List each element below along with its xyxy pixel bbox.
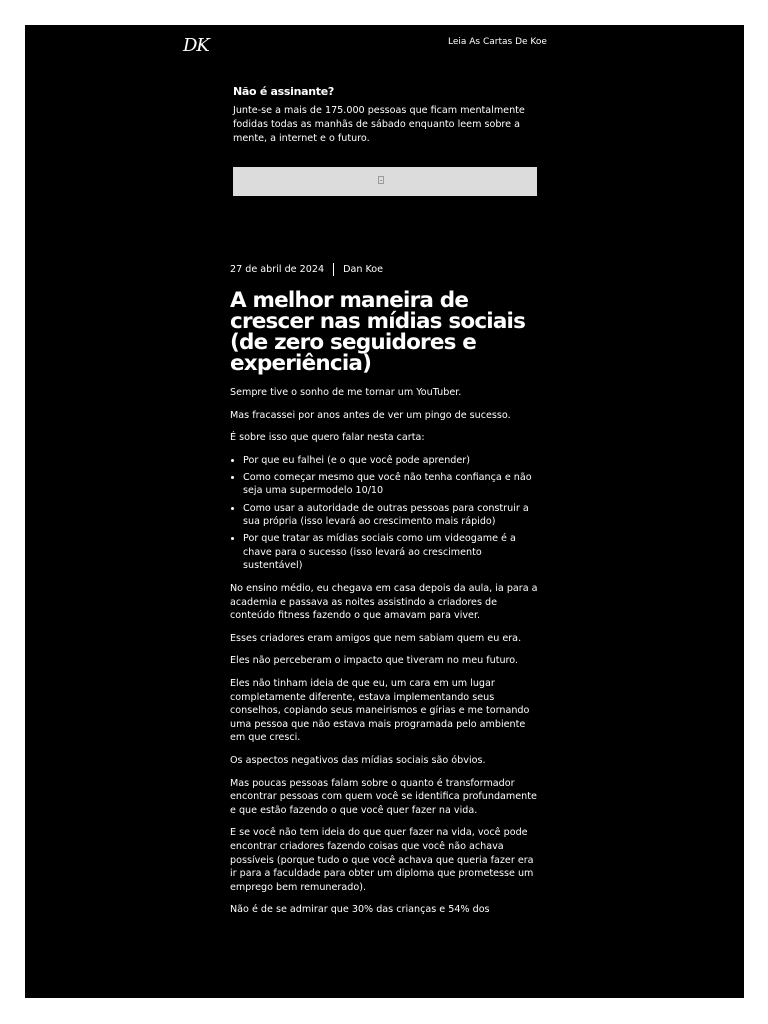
paragraph: E se você não tem ideia do que quer fazer na vida, você pode encontrar criadores fazendo coisas que você não achava possíveis (porque tudo o que você achava que queria fazer era ir para a faculdade para obter um diploma que prometesse um emprego bem remunerado).: [230, 827, 534, 893]
paragraph: Sempre tive o sonho de me tornar um YouTuber.: [230, 387, 462, 398]
subscribe-form[interactable]: [233, 167, 537, 196]
paragraph: Não é de se admirar que 30% das crianças e 54% dos: [230, 904, 490, 916]
paragraph: No ensino médio, eu chegava em casa depois da aula, ia para a academia e passava as noites assistindo a criadores de conteúdo fitness fazendo o que amavam para viver.: [230, 583, 538, 622]
logo[interactable]: DK: [183, 35, 209, 56]
meta-divider: [333, 263, 334, 276]
paragraph: Mas poucas pessoas falam sobre o quanto é transformador encontrar pessoas com quem você se identifica profundamente e que estão fazendo o que você quer fazer na vida.: [230, 777, 537, 816]
list-item: • Por que tratar as mídias sociais como um videogame é a chave para o sucesso (isso levará ao crescimento sustentável): [243, 532, 542, 573]
paragraph: Eles não perceberam o impacto que tiveram no meu futuro.: [230, 655, 519, 667]
list-item: • Como começar mesmo que você não tenha confiança e não seja uma supermodelo 10/10: [243, 471, 542, 498]
paragraph: Esses criadores eram amigos que nem sabiam quem eu era.: [230, 632, 522, 644]
article: [230, 263, 542, 926]
page: [25, 25, 744, 998]
list-item: • Como usar a autoridade de outras pessoas para construir a sua própria (isso levará ao crescimento mais rápido): [243, 502, 542, 529]
paragraph: É sobre isso que quero falar nesta carta:: [230, 432, 425, 444]
subscribe-promo: [233, 85, 537, 146]
paragraph: Eles não tinham ideia de que eu, um cara em um lugar completamente diferente, estava implementando seus conselhos, copiando seus maneirismos e gírias e me tornando uma pessoa que não estava mais programada pelo ambiente em que cresci.: [230, 678, 530, 744]
list-item: • Por que eu falhei (e o que você pode aprender): [243, 454, 542, 468]
article-author[interactable]: Dan Koe: [343, 264, 384, 275]
paragraph: Mas fracassei por anos antes de ver um pingo de sucesso.: [230, 409, 511, 421]
bullet-list: [230, 454, 542, 573]
promo-text: Junte-se a mais de 175.000 pessoas que ficam mentalmente fodidas todas as manhãs de sábado enquanto leem sobre a mente, a internet e o futuro.: [233, 105, 525, 144]
article-meta: [230, 263, 542, 276]
article-title: A melhor maneira de crescer nas mídias sociais (de zero seguidores e experiência): [230, 288, 526, 376]
document-icon: [378, 176, 384, 184]
article-date: 27 de abril de 2024: [230, 264, 325, 275]
promo-title: Não é assinante?: [233, 85, 334, 98]
paragraph: Os aspectos negativos das mídias sociais são óbvios.: [230, 754, 486, 766]
nav-link-letters[interactable]: Leia As Cartas De Koe: [448, 37, 547, 47]
